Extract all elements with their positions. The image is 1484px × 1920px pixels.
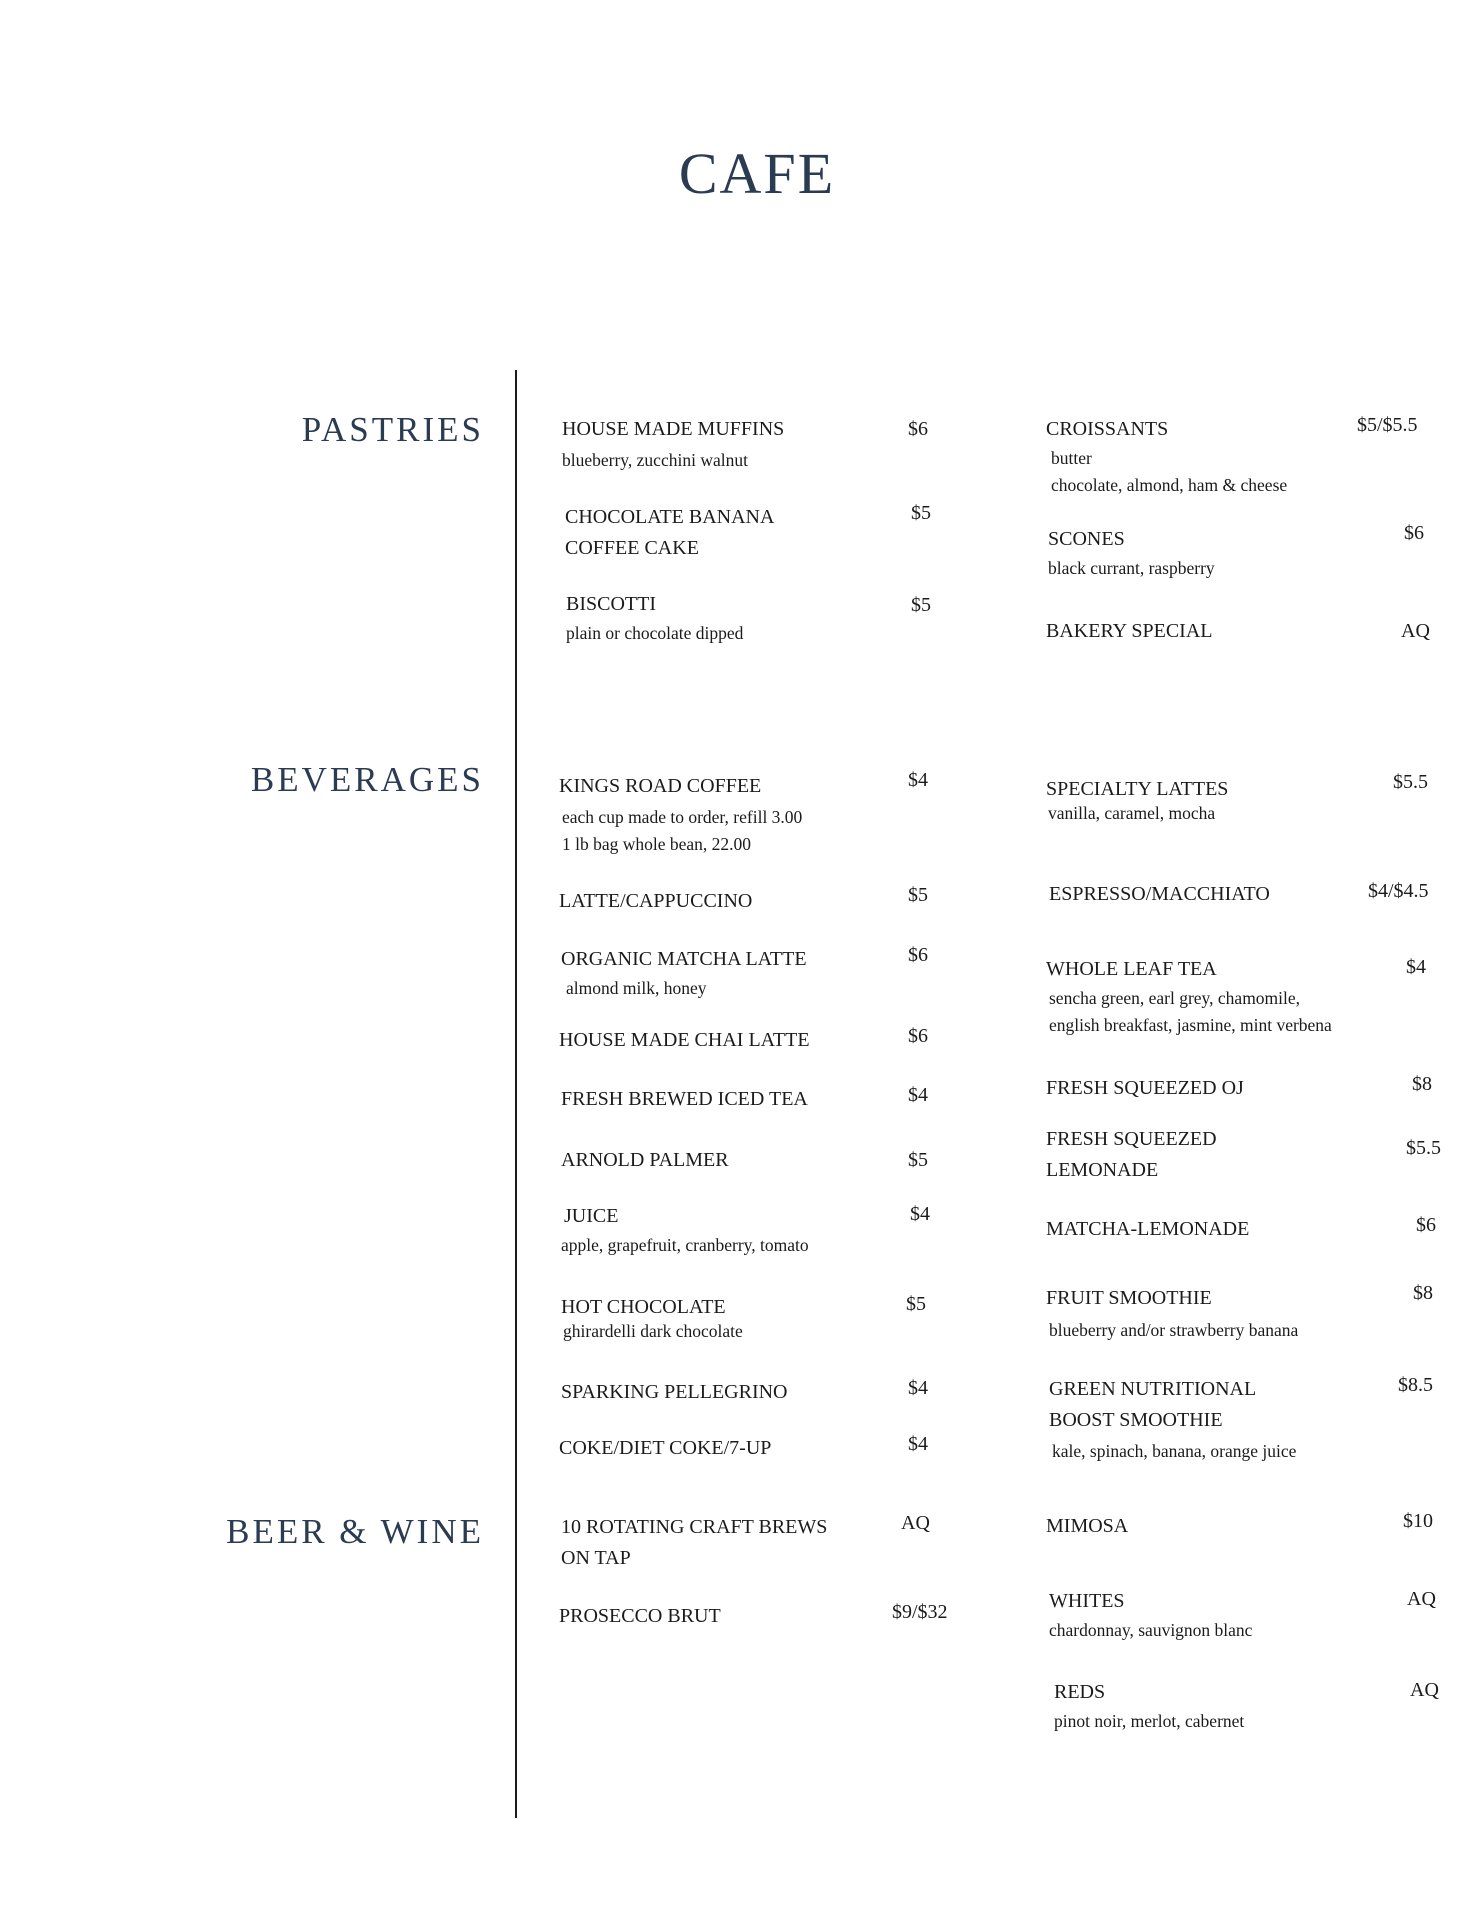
- item-name: ESPRESSO/MACCHIATO: [1049, 883, 1270, 905]
- item-name-line2: ON TAP: [561, 1547, 631, 1569]
- menu-item-whole-leaf-tea: [1046, 954, 1332, 1039]
- item-name-line2: LEMONADE: [1046, 1159, 1159, 1181]
- menu-item-coke: [559, 1433, 771, 1464]
- item-name-line1: 10 ROTATING CRAFT BREWS: [561, 1516, 828, 1538]
- menu-item-arnold-palmer: [561, 1145, 729, 1176]
- item-name: BISCOTTI: [566, 593, 656, 615]
- item-desc: chardonnay, sauvignon blanc: [1049, 1620, 1253, 1640]
- price-scones: $6: [1404, 522, 1424, 544]
- item-name: ARNOLD PALMER: [561, 1149, 729, 1171]
- menu-item-lemonade: [1046, 1124, 1217, 1186]
- menu-item-kings-road-coffee: [559, 771, 802, 858]
- section-beer-wine: BEER & WINE: [226, 1512, 484, 1551]
- menu-item-chai-latte: [559, 1025, 810, 1056]
- menu-item-biscotti: [566, 589, 743, 647]
- item-name: SPECIALTY LATTES: [1046, 778, 1229, 800]
- price-reds: AQ: [1410, 1679, 1439, 1701]
- price-coffee-cake: $5: [911, 502, 931, 524]
- item-desc: ghirardelli dark chocolate: [563, 1321, 743, 1341]
- item-name-line1: CHOCOLATE BANANA: [565, 506, 775, 528]
- item-name-line1: FRESH SQUEEZED: [1046, 1128, 1217, 1150]
- price-juice: $4: [910, 1203, 930, 1225]
- item-desc-line1: butter: [1051, 448, 1092, 468]
- item-name: FRUIT SMOOTHIE: [1046, 1287, 1212, 1309]
- price-muffins: $6: [908, 418, 928, 440]
- menu-item-craft-brews: [561, 1512, 827, 1574]
- item-name: WHITES: [1049, 1590, 1125, 1612]
- price-iced-tea: $4: [908, 1084, 928, 1106]
- price-espresso: $4/$4.5: [1368, 880, 1429, 902]
- menu-item-coffee-cake: [565, 502, 774, 564]
- item-name: SCONES: [1048, 528, 1125, 550]
- menu-item-latte: [559, 886, 752, 917]
- menu-item-espresso: [1049, 879, 1270, 910]
- page-title: CAFE: [678, 141, 836, 206]
- price-biscotti: $5: [911, 594, 931, 616]
- price-matcha-lemonade: $6: [1416, 1214, 1436, 1236]
- menu-item-pellegrino: [561, 1377, 788, 1408]
- item-name: HOUSE MADE CHAI LATTE: [559, 1029, 810, 1051]
- menu-item-whites: [1049, 1586, 1252, 1644]
- price-fruit-smoothie: $8: [1413, 1282, 1433, 1304]
- item-desc: blueberry and/or strawberry banana: [1049, 1320, 1299, 1340]
- item-name: REDS: [1054, 1681, 1106, 1703]
- price-coke: $4: [908, 1433, 928, 1455]
- menu-item-croissants: [1046, 414, 1287, 499]
- item-name: LATTE/CAPPUCCINO: [559, 890, 753, 912]
- item-name-line1: GREEN NUTRITIONAL: [1049, 1378, 1257, 1400]
- item-name: PROSECCO BRUT: [559, 1605, 721, 1627]
- item-desc: pinot noir, merlot, cabernet: [1054, 1711, 1245, 1731]
- price-chai-latte: $6: [908, 1025, 928, 1047]
- item-desc: blueberry, zucchini walnut: [562, 450, 748, 470]
- vertical-divider: [515, 370, 517, 1818]
- price-pellegrino: $4: [908, 1377, 928, 1399]
- item-name: MATCHA-LEMONADE: [1046, 1218, 1250, 1240]
- item-name: HOUSE MADE MUFFINS: [562, 418, 785, 440]
- item-desc-line1: sencha green, earl grey, chamomile,: [1049, 988, 1301, 1008]
- item-name: KINGS ROAD COFFEE: [559, 775, 762, 797]
- item-name: FRESH BREWED ICED TEA: [561, 1088, 808, 1110]
- price-latte: $5: [908, 884, 928, 906]
- price-whole-leaf-tea: $4: [1406, 956, 1426, 978]
- item-desc: plain or chocolate dipped: [566, 623, 744, 643]
- menu-item-prosecco: [559, 1601, 721, 1632]
- menu-item-fruit-smoothie: [1046, 1283, 1298, 1344]
- price-prosecco: $9/$32: [892, 1601, 948, 1623]
- item-desc: almond milk, honey: [566, 978, 707, 998]
- price-arnold-palmer: $5: [908, 1149, 928, 1171]
- menu-item-juice: [561, 1201, 809, 1259]
- item-desc: apple, grapefruit, cranberry, tomato: [561, 1235, 809, 1255]
- item-name-line2: COFFEE CAKE: [565, 537, 699, 559]
- price-green-smoothie: $8.5: [1398, 1374, 1433, 1396]
- item-name: COKE/DIET COKE/7-UP: [559, 1437, 772, 1459]
- section-pastries: PASTRIES: [301, 410, 484, 449]
- menu-item-iced-tea: [561, 1084, 808, 1115]
- menu-item-mimosa: [1046, 1511, 1128, 1542]
- price-whites: AQ: [1407, 1588, 1436, 1610]
- price-croissants: $5/$5.5: [1357, 414, 1418, 436]
- item-name: WHOLE LEAF TEA: [1046, 958, 1217, 980]
- price-mimosa: $10: [1403, 1510, 1433, 1532]
- menu-item-oj: [1046, 1073, 1244, 1104]
- menu-item-hot-chocolate: [561, 1292, 743, 1345]
- item-name: BAKERY SPECIAL: [1046, 620, 1213, 642]
- item-desc: kale, spinach, banana, orange juice: [1052, 1441, 1297, 1461]
- menu-item-reds: [1054, 1677, 1244, 1735]
- item-name: HOT CHOCOLATE: [561, 1296, 726, 1318]
- item-desc-line2: english breakfast, jasmine, mint verbena: [1049, 1015, 1332, 1035]
- item-desc-line2: 1 lb bag whole bean, 22.00: [562, 834, 752, 854]
- item-desc-line2: chocolate, almond, ham & cheese: [1051, 475, 1288, 495]
- item-desc-line1: each cup made to order, refill 3.00: [562, 807, 803, 827]
- menu-item-scones: [1048, 524, 1215, 582]
- price-lemonade: $5.5: [1406, 1137, 1441, 1159]
- price-specialty-lattes: $5.5: [1393, 771, 1428, 793]
- section-beverages: BEVERAGES: [250, 760, 484, 799]
- menu-item-matcha-latte: [561, 944, 807, 1002]
- item-name-line2: BOOST SMOOTHIE: [1049, 1409, 1223, 1431]
- item-name: MIMOSA: [1046, 1515, 1129, 1537]
- price-craft-brews: AQ: [901, 1512, 930, 1534]
- price-bakery-special: AQ: [1401, 620, 1430, 642]
- item-desc: black currant, raspberry: [1048, 558, 1215, 578]
- item-name: CROISSANTS: [1046, 418, 1169, 440]
- menu-item-green-smoothie: [1049, 1374, 1296, 1465]
- item-name: FRESH SQUEEZED OJ: [1046, 1077, 1244, 1099]
- price-matcha-latte: $6: [908, 944, 928, 966]
- menu-item-muffins: [562, 414, 784, 474]
- item-name: ORGANIC MATCHA LATTE: [561, 948, 807, 970]
- menu-item-bakery-special: [1046, 616, 1213, 647]
- price-kings-road-coffee: $4: [908, 769, 928, 791]
- price-hot-chocolate: $5: [906, 1293, 926, 1315]
- menu-item-specialty-lattes: [1046, 774, 1228, 827]
- menu-item-matcha-lemonade: [1046, 1214, 1249, 1245]
- price-oj: $8: [1412, 1073, 1432, 1095]
- item-name: JUICE: [564, 1205, 619, 1227]
- item-name: SPARKING PELLEGRINO: [561, 1381, 788, 1403]
- item-desc: vanilla, caramel, mocha: [1048, 803, 1216, 823]
